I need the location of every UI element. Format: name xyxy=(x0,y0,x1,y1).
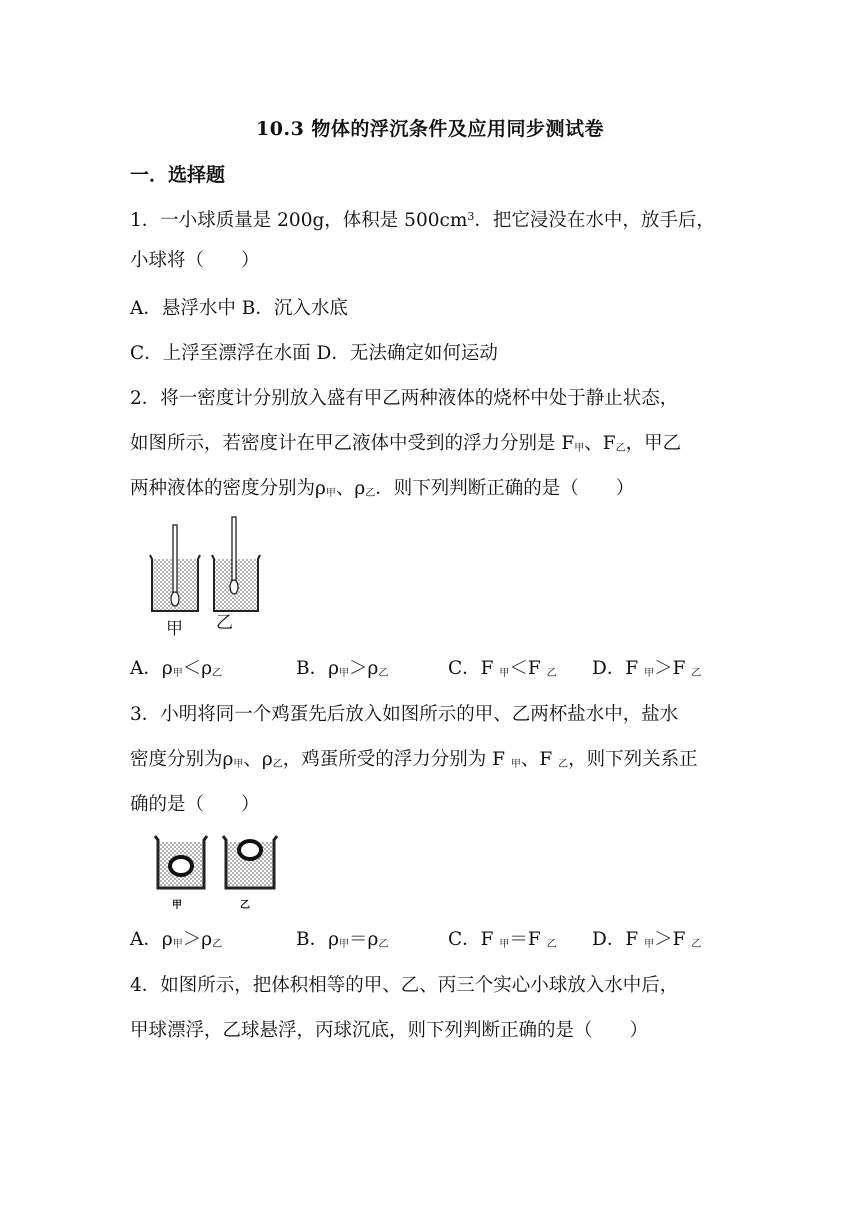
q1-option-a-b: A．悬浮水中 B．沉入水底 xyxy=(130,298,348,319)
q3-line-1: 3．小明将同一个鸡蛋先后放入如图所示的甲、乙两杯盐水中，盐水 xyxy=(130,704,679,725)
q2-option-c: C．F 甲＜F 乙 xyxy=(448,658,557,679)
q2-figure-label-yi: 乙 xyxy=(216,613,233,633)
q3-figure-label-jia: 甲 xyxy=(172,900,182,911)
beaker-jia xyxy=(150,525,200,611)
q2-option-d: D．F 甲＞F 乙 xyxy=(592,658,702,679)
q2-hydrometer-figure xyxy=(146,515,266,637)
q2-line-2: 如图所示，若密度计在甲乙液体中受到的浮力分别是 F甲、F乙，甲乙 xyxy=(130,433,682,454)
q3-line-3: 确的是（ ） xyxy=(130,794,260,815)
q4-line-1: 4．如图所示，把体积相等的甲、乙、丙三个实心小球放入水中后， xyxy=(130,975,679,996)
q3-option-d: D．F 甲＞F 乙 xyxy=(592,929,702,950)
q4-line-2: 甲球漂浮，乙球悬浮，丙球沉底，则下列判断正确的是（ ） xyxy=(130,1020,649,1041)
q3-figure-label-yi: 乙 xyxy=(240,900,250,911)
q3-line-2: 密度分别为ρ甲、ρ乙，鸡蛋所受的浮力分别为 F 甲、F 乙，则下列关系正 xyxy=(130,749,698,770)
q2-options xyxy=(130,656,730,682)
beaker-jia xyxy=(155,836,207,888)
q3-options xyxy=(130,927,730,953)
q3-option-c: C．F 甲＝F 乙 xyxy=(448,929,557,950)
page-title: 10.3 物体的浮沉条件及应用同步测试卷 xyxy=(256,118,604,140)
q3-egg-figure xyxy=(152,828,282,898)
section-heading: 一．选择题 xyxy=(130,164,226,186)
q1-line-1: 1．一小球质量是 200g，体积是 $500cm^3$．把它浸没在水中，放手后， xyxy=(130,210,715,231)
q2-line-1: 2．将一密度计分别放入盛有甲乙两种液体的烧杯中处于静止状态， xyxy=(130,388,679,409)
beaker-yi xyxy=(223,836,277,888)
q2-option-b: B．ρ甲＞ρ乙 xyxy=(296,658,389,679)
q1-option-c-d: C．上浮至漂浮在水面 D．无法确定如何运动 xyxy=(130,343,498,364)
beaker-yi xyxy=(212,517,260,611)
q2-line-3: 两种液体的密度分别为ρ甲、ρ乙．则下列判断正确的是（ ） xyxy=(130,478,635,499)
q3-option-a: A．ρ甲＞ρ乙 xyxy=(130,929,223,950)
q2-figure-label-jia: 甲 xyxy=(166,619,183,639)
q3-option-b: B．ρ甲＝ρ乙 xyxy=(296,929,389,950)
q1-line-2: 小球将（ ） xyxy=(130,250,260,271)
q2-option-a: A．ρ甲＜ρ乙 xyxy=(130,658,223,679)
